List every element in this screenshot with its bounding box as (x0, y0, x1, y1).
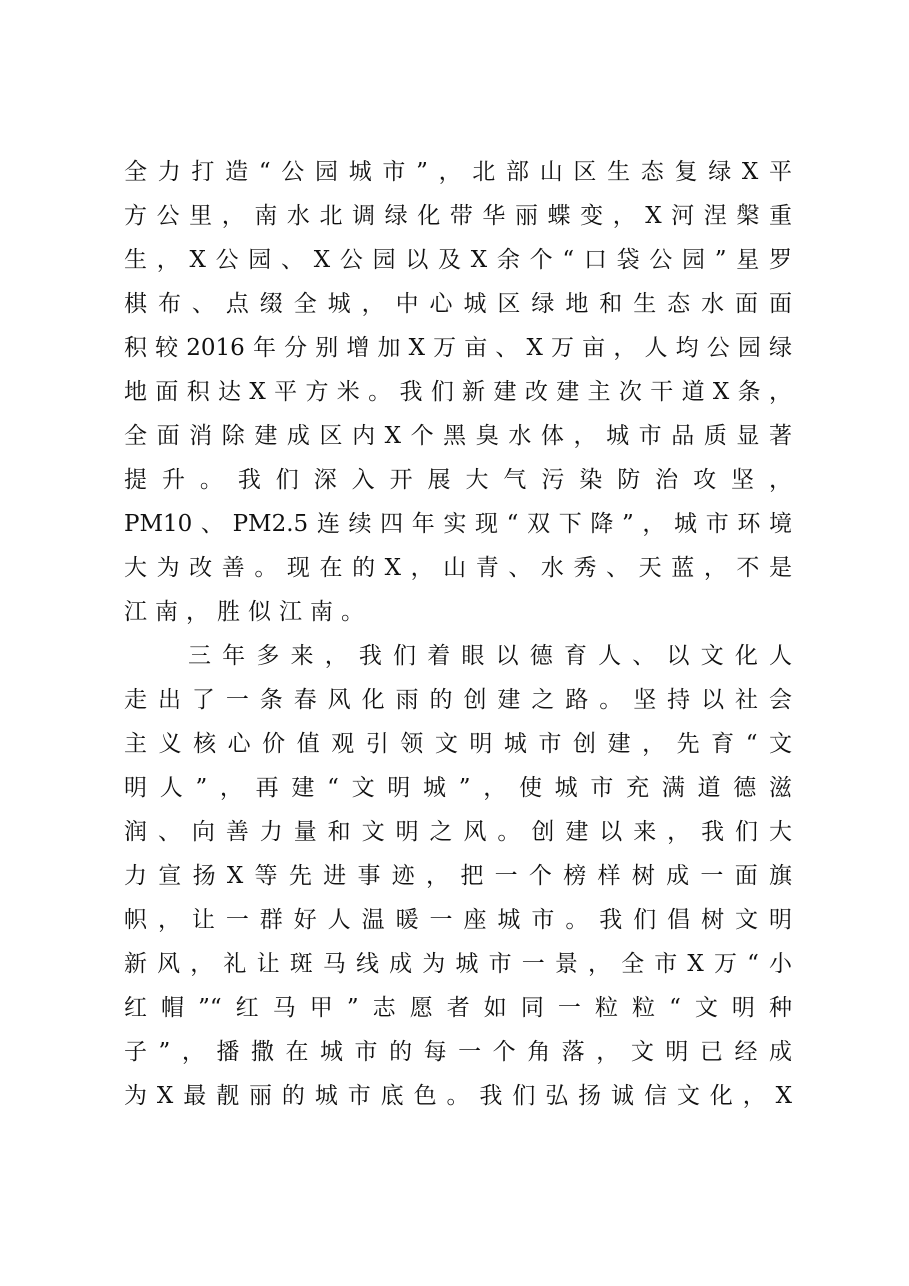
paragraph-2-line: 力宣扬X等先进事迹，把一个榜样树成一面旗 (124, 863, 792, 889)
paragraph-1-line: 地面积达X平方米。我们新建改建主次干道X条， (124, 379, 792, 405)
paragraph-2-line: 帜，让一群好人温暖一座城市。我们倡树文明 (124, 907, 792, 933)
paragraph-1-line: 方公里，南水北调绿化带华丽蝶变，X河涅槃重 (124, 203, 792, 229)
paragraph-1-line: 全面消除建成区内X个黑臭水体，城市品质显著 (124, 423, 792, 449)
paragraph-1-line: 江南，胜似江南。 (124, 599, 372, 625)
paragraph-1-line: 棋布、点缀全城，中心城区绿地和生态水面面 (124, 291, 792, 317)
paragraph-1-line: 大为改善。现在的X，山青、水秀、天蓝，不是 (124, 555, 792, 581)
document-body (124, 150, 792, 1118)
paragraph-2-line: 三年多来，我们着眼以德育人、以文化人 (188, 643, 792, 669)
paragraph-2-line: 主义核心价值观引领文明城市创建，先育“文 (124, 731, 792, 757)
paragraph-2-line: 新风，礼让斑马线成为城市一景，全市X万“小 (124, 951, 792, 977)
paragraph-2-line: 明人”，再建“文明城”，使城市充满道德滋 (124, 775, 792, 801)
paragraph-1-line: 积较2016年分别增加X万亩、X万亩，人均公园绿 (124, 335, 792, 361)
paragraph-1-line: 生，X公园、X公园以及X余个“口袋公园”星罗 (124, 247, 792, 273)
paragraph-2-line: 润、向善力量和文明之风。创建以来，我们大 (124, 819, 792, 845)
paragraph-1-line: 全力打造“公园城市”，北部山区生态复绿X平 (124, 159, 792, 185)
paragraph-2-line: 红帽”“红马甲”志愿者如同一粒粒“文明种 (124, 995, 792, 1021)
paragraph-1-line: PM10、PM2.5连续四年实现“双下降”，城市环境 (124, 511, 792, 537)
paragraph-2-line: 走出了一条春风化雨的创建之路。坚持以社会 (124, 687, 792, 713)
paragraph-1-line: 提升。我们深入开展大气污染防治攻坚， (124, 467, 792, 493)
paragraph-2-line: 为X最靓丽的城市底色。我们弘扬诚信文化，X (124, 1083, 792, 1109)
paragraph-1 (124, 150, 792, 634)
paragraph-2 (124, 634, 792, 1118)
paragraph-2-line: 子”，播撒在城市的每一个角落，文明已经成 (124, 1039, 792, 1065)
